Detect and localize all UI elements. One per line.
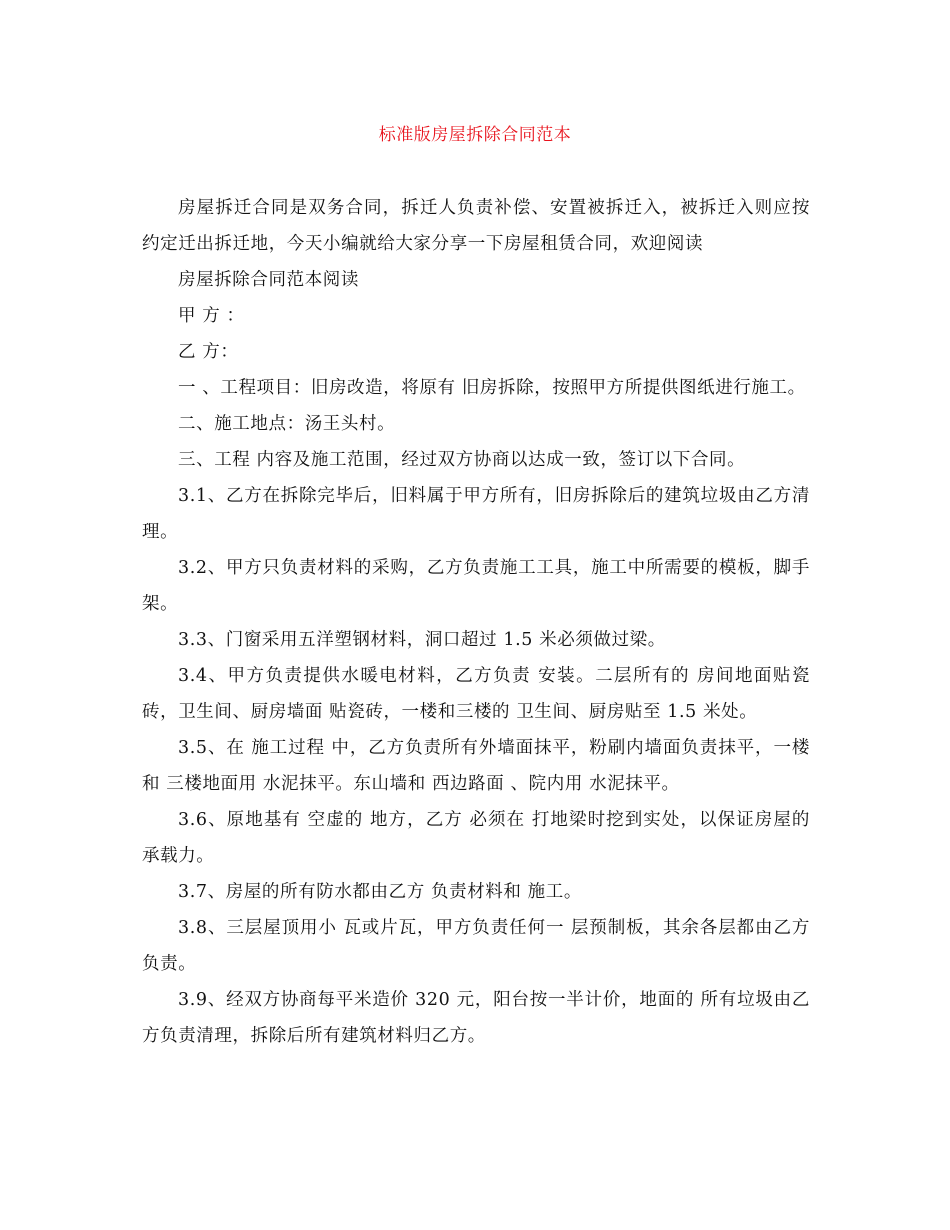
clause-3-8: 3.8、三层屋顶用小 瓦或片瓦，甲方负责任何一 层预制板，其余各层都由乙方负责。: [142, 918, 810, 974]
intro-paragraph: 房屋拆迁合同是双务合同，拆迁人负责补偿、安置被拆迁入，被拆迁入则应按约定迁出拆迁地，今天小编就给大家分享一下房屋租赁合同，欢迎阅读: [142, 198, 810, 254]
clause-3-4: 3.4、甲方负责提供水暖电材料，乙方负责 安装。二层所有的 房间地面贴瓷砖，卫生间、厨房墙面 贴瓷砖，一楼和三楼的 卫生间、厨房贴至 1.5 米处。: [142, 666, 810, 722]
clause-3-3: 3.3、门窗采用五洋塑钢材料，洞口超过 1.5 米必须做过梁。: [178, 630, 666, 650]
party-b-line: 乙 方：: [178, 342, 239, 362]
document-title: 标准版房屋拆除合同范本: [378, 125, 572, 145]
clause-scope: 三、工程 内容及施工范围，经过双方协商以达成一致，签订以下合同。: [178, 450, 746, 470]
clause-3-2: 3.2、甲方只负责材料的采购，乙方负责施工工具，施工中所需要的模板，脚手架。: [142, 558, 810, 614]
section-heading: 房屋拆除合同范本阅读: [178, 270, 359, 290]
clause-3-9: 3.9、经双方协商每平米造价 320 元，阳台按一半计价，地面的 所有垃圾由乙方负责清理，拆除后所有建筑材料归乙方。: [142, 990, 810, 1046]
clause-project: 一 、工程项目：旧房改造，将原有 旧房拆除，按照甲方所提供图纸进行施工。: [178, 378, 806, 398]
clause-3-1: 3.1、乙方在拆除完毕后，旧料属于甲方所有，旧房拆除后的建筑垃圾由乙方清理。: [142, 486, 810, 542]
clause-location: 二、施工地点：汤王头村。: [178, 414, 396, 434]
clause-3-5: 3.5、在 施工过程 中，乙方负责所有外墙面抹平，粉刷内墙面负责抹平，一楼和 三楼地面用 水泥抹平。东山墙和 西边路面 、院内用 水泥抹平。: [142, 738, 810, 794]
document-body: [142, 190, 810, 1054]
clause-3-7: 3.7、房屋的所有防水都由乙方 负责材料和 施工。: [178, 882, 582, 902]
clause-3-6: 3.6、原地基有 空虚的 地方，乙方 必须在 打地梁时挖到实处，以保证房屋的承载力。: [142, 810, 810, 866]
party-a-line: 甲 方 ：: [178, 306, 245, 326]
